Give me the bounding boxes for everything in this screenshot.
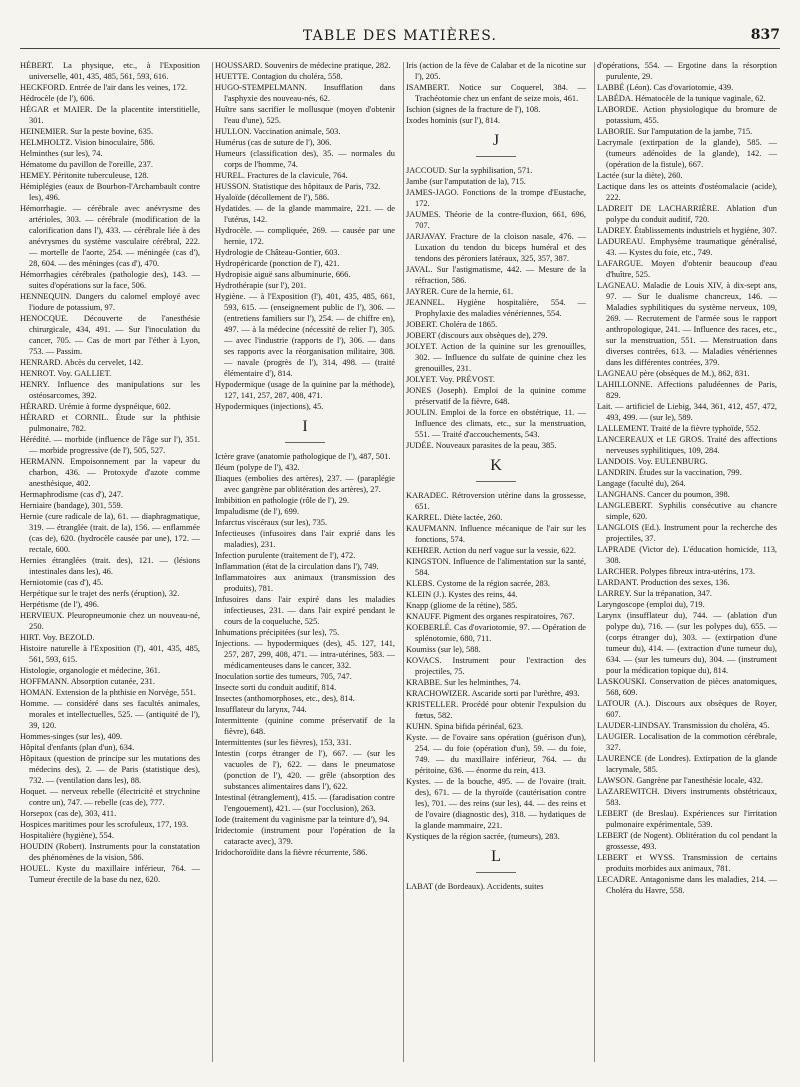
index-entry: HIRT. Voy. BEZOLD. [20, 633, 95, 642]
index-entry: KOVACS. Instrument pour l'extraction des projectiles, 75. [406, 656, 586, 676]
index-entry: JEANNEL. Hygiène hospitalière, 554. — Prophylaxie des maladies vénériennes, 554. [406, 298, 586, 318]
index-entry: Herpétique sur le trajet des nerfs (éruption), 32. [20, 589, 180, 598]
index-entry: LAHILLONNE. Affections paludéennes de Paris, 829. [597, 380, 777, 400]
index-entry: LANDOIS. Voy. EULENBURG. [597, 457, 708, 466]
index-entry: LANGHANS. Cancer du poumon, 398. [597, 490, 730, 499]
index-entry: d'opérations, 554. — Ergotine dans la résorption purulente, 29. [597, 61, 777, 81]
index-entry: Inflammation (état de la circulation dans l'), 749. [215, 562, 379, 571]
index-entry: HEMEY. Péritonite tuberculeuse, 128. [20, 171, 149, 180]
index-entry: JOBERT (discours aux obsèques de), 279. [406, 331, 548, 340]
index-entry: Ixodes hominis (sur l'), 814. [406, 116, 501, 125]
index-entry: JOLYET. Voy. PRÉVOST. [406, 375, 495, 384]
index-entry: LABAT (de Bordeaux). Accidents, suites [406, 882, 544, 891]
index-entry: Kyste. — de l'ovaire sans opération (guérison d'un), 254. — du foie (opération d'un), 59. — du foie, 749. — du maxillaire inférieur, 764. — du péritoine, 636. — énorme du rein, 413. [406, 733, 586, 775]
index-entry: LARREY. Sur la trépanation, 347. [597, 589, 712, 598]
index-entry: KNAUFF. Pigment des organes respiratoires, 767. [406, 612, 575, 621]
index-entry: ISAMBERT. Notice sur Coquerel, 384. — Trachéotomie chez un enfant de seize mois, 461. [406, 83, 586, 103]
index-entry: Huître sans sacrifier le mollusque (moyen d'obtenir l'eau d'une), 525. [215, 105, 395, 125]
index-entry: Herniaire (bandage), 301, 559. [20, 501, 123, 510]
index-entry: Lactique dans les os atteints d'ostéomalacie (acide), 222. [597, 182, 777, 202]
index-entry: Histoire naturelle à l'Exposition (l'), 401, 435, 485, 561, 593, 615. [20, 644, 200, 664]
index-entry: HÉRARD. Urémie à forme dyspnéique, 602. [20, 402, 171, 411]
index-entry: HERMANN. Empoisonnement par la vapeur du charbon, 436. — Protoxyde d'azote comme anesthésique, 402. [20, 457, 200, 488]
index-entry: Hémorrhagie. — cérébrale avec anévrysme des artérioles, 303. — cérébrale (modification de la calorification dans l'), 433. — cérébrale liée à des anévrysmes du système vasculaire cérébral, 222. — mortelle de l'aorte, 254. — méningée (cas d'), 28, 604. — des méninges (cas d'), 470. [20, 204, 200, 268]
index-entry: Hospices maritimes pour les scrofuleux, 177, 193. [20, 820, 189, 829]
index-entry: Ischion (signes de la fracture de l'), 108. [406, 105, 541, 114]
index-entry: HUREL. Fractures de la clavicule, 764. [215, 171, 348, 180]
index-entry: LAZAREWITCH. Divers instruments obstétricaux, 583. [597, 787, 777, 807]
index-entry: Histologie, organologie et médecine, 361. [20, 666, 161, 675]
page-number: 837 [750, 27, 780, 43]
index-entry: HEINEMIER. Sur la peste bovine, 635. [20, 127, 154, 136]
index-entry: Homme. — considéré dans ses facultés animales, morales et intellectuelles, 525. — (antiquité de l'), 39, 120. [20, 699, 200, 730]
section-rule [285, 442, 325, 443]
index-entry: JACCOUD. Sur la syphilisation, 571. [406, 166, 533, 175]
index-entry: Intermittentes (sur les fièvres), 153, 331. [215, 738, 352, 747]
index-entry: LAGNEAU. Maladie de Louis XIV, à dix-sept ans, 97. — Sur le dualisme chancreux, 146. — Maladies syphilitiques du système nerveux, 109, 269. — Recrutement de l'armée sous le rapport anthropologique, 241. — Influence des races, etc., sur la menstruation, 551. — Menstruation dans diverses contrées, 613. — Maladies vénériennes dans les différentes contrées, 379. [597, 281, 777, 367]
section-letter: I [302, 418, 308, 435]
index-entry: JOBERT. Choléra de 1865. [406, 320, 498, 329]
index-entry: LASKOUSKI. Conservation de pièces anatomiques, 568, 609. [597, 677, 777, 697]
index-entry: Kystes. — de la bouche, 495. — de l'ovaire (trait. des), 671. — de la thyroïde (cautérisation contre les), 701. — des reins (sur les), 44. — des reins et de l'ovaire (diagnostic des), 318. — hydatiques de la glande mammaire, 221. [406, 777, 586, 830]
index-entry: LEBERT (de Breslau). Expériences sur l'irritation pulmonaire expérimentale, 539. [597, 809, 777, 829]
index-entry: HULLON. Vaccination animale, 503. [215, 127, 341, 136]
index-entry: LABBÉ (Léon). Cas d'ovariotomie, 439. [597, 83, 734, 92]
index-entry: Hydropisie aiguë sans albuminurie, 666. [215, 270, 351, 279]
index-entry: Iridochoroïdite dans la fièvre récurrente, 586. [215, 848, 368, 857]
section-rule [476, 156, 516, 157]
index-entry: Hérédité. — morbide (influence de l'âge sur l'), 351. — morbide progressive (de l'), 505, 527. [20, 435, 200, 455]
index-entry: LABORIE. Sur l'amputation de la jambe, 715. [597, 127, 753, 136]
index-entry: LAUGIER. Localisation de la commotion cérébrale, 327. [597, 732, 777, 752]
page-title: TABLE DES MATIÈRES. [302, 28, 498, 44]
index-entry: HÉGAR et MAIER. De la placentite interstitielle, 301. [20, 105, 200, 125]
index-entry: LECADRE. Antagonisme dans les maladies, 214. — Choléra du Havre, 558. [597, 875, 777, 895]
index-entry: Infectieuses (infusoires dans l'air exprié dans les maladies), 231. [215, 529, 395, 549]
index-entry: JOLYET. Action de la quinine sur les grenouilles, 302. — Influence du sulfate de quinine chez les grenouilles, 231. [406, 342, 586, 373]
index-entry: KINGSTON. Influence de l'alimentation sur la santé, 584. [406, 557, 586, 577]
index-entry: Hôpitaux (question de principe sur les mutations des médecins des), 2. — de Paris (statistique des), 732. — (ventilation dans les), 88. [20, 754, 200, 785]
index-entry: JONES (Joseph). Emploi de la quinine comme préservatif de la fièvre, 648. [406, 386, 586, 406]
index-entry: Humérus (cas de suture de l'), 306. [215, 138, 332, 147]
index-entry: Intestinal (étranglement), 415. — (faradisation contre l'engouement), 421. — (sur l'occlusion), 263. [215, 793, 395, 813]
index-entry: Jambe (sur l'amputation de la), 715. [406, 177, 526, 186]
index-entry: Impaludisme (de l'), 699. [215, 507, 300, 516]
index-entry: JAVAL. Sur l'astigmatisme, 442. — Mesure de la réfraction, 586. [406, 265, 586, 285]
index-entry: HUSSON. Statistique des hôpitaux de Paris, 732. [215, 182, 381, 191]
index-entry: HENNEQUIN. Dangers du calomel employé avec l'iodure de potassium, 97. [20, 292, 200, 312]
index-entry: LALLEMENT. Traité de la fièvre typhoïde, 552. [597, 424, 761, 433]
index-column-3 [406, 60, 586, 1070]
index-entry: LEBERT et WYSS. Transmission de certains produits morbides aux animaux, 781. [597, 853, 777, 873]
index-entry: LAWSON. Gangrène par l'anesthésie locale, 432. [597, 776, 763, 785]
section-rule [476, 481, 516, 482]
page-header [20, 26, 780, 49]
index-entry: Knapp (gliome de la rétine), 585. [406, 601, 518, 610]
index-entry: Kystiques de la région sacrée, (tumeurs), 283. [406, 832, 560, 841]
index-entry: Hématome du pavillon de l'oreille, 237. [20, 160, 153, 169]
index-entry: HECKFORD. Entrée de l'air dans les veines, 172. [20, 83, 188, 92]
index-entry: Hydropéricarde (ponction de l'), 421. [215, 259, 340, 268]
index-entry: HELMHOLTZ. Vision binoculaire, 586. [20, 138, 155, 147]
index-entry: Hydrothérapie (sur l'), 201. [215, 281, 307, 290]
index-entry: Injections. — hypodermiques (des), 45. 127, 141, 257, 287, 299, 408, 471. — intra-utérines, 583. — médicamenteuses dans le cancer, 332. [215, 639, 395, 670]
section-rule [476, 872, 516, 873]
index-entry: HÉRARD et CORNIL. Étude sur la phthisie pulmonaire, 782. [20, 413, 200, 433]
index-column-1 [20, 60, 200, 1070]
index-entry: LAFARGUE. Moyen d'obtenir beaucoup d'eau d'huître, 525. [597, 259, 777, 279]
index-entry: Insecte sorti du conduit auditif, 814. [215, 683, 337, 692]
index-entry: LAURENCE (de Londres). Extirpation de la glande lacrymale, 585. [597, 754, 777, 774]
index-entry: Lacrymale (extirpation de la glande), 585. — (tumeurs adénoïdes de la glande), 142. — (opération de la fistule), 667. [597, 138, 777, 169]
index-entry: HERVIEUX. Pleuropneumonie chez un nouveau-né, 250. [20, 611, 200, 631]
index-entry: Hospitalière (hygiène), 554. [20, 831, 114, 840]
index-entry: Larynx (insufflateur du), 744. — (ablation d'un polype du), 716. — (sur les polypes du), 655. — (corps étranger du), 303. — (extirpation d'une tumeur du), 414. — (extraction d'une tumeur du), 634. — (sur les tumeurs du), 304. — (instrument pour la médication topique du), 814. [597, 611, 777, 675]
index-entry: KAUFMANN. Influence mécanique de l'air sur les fonctions, 574. [406, 524, 586, 544]
index-entry: Lactée (sur la diète), 260. [597, 171, 683, 180]
index-entry: Hypodermiques (injections), 45. [215, 402, 324, 411]
index-entry: Imbibition en pathologie (rôle de l'), 29. [215, 496, 350, 505]
index-entry: Insectes (anthomorphoses, etc., des), 814. [215, 694, 355, 703]
index-entry: KEHRER. Action du nerf vague sur la vessie, 622. [406, 546, 577, 555]
index-entry: JOULIN. Emploi de la force en obstétrique, 11. — Influence des climats, etc., sur la menstruation, 551. — Traité d'accouchements, 543. [406, 408, 586, 439]
index-entry: LARCHER. Polypes fibreux intra-utérins, 173. [597, 567, 755, 576]
index-entry: JAYRER. Cure de la hernie, 61. [406, 287, 514, 296]
index-entry: LABÉDA. Hématocèle de la tunique vaginale, 62. [597, 94, 766, 103]
index-entry: Hydrocèle. — compliquée, 269. — causée par une hernie, 172. [215, 226, 395, 246]
index-entry: LAUDER-LINDSAY. Transmission du choléra, 45. [597, 721, 770, 730]
index-entry: Hydrologie de Château-Gontier, 603. [215, 248, 340, 257]
index-entry: LANGLEBERT. Syphilis consécutive au chancre simple, 620. [597, 501, 777, 521]
index-entry: JAMES-JAGO. Fonctions de la trompe d'Eustache, 172. [406, 188, 586, 208]
index-entry: Hygiène. — à l'Exposition (l'), 401, 435, 485, 661, 593, 615. — (enseignement public de l'), 306. — (entretiens familiers sur l'), 254. — de chiffre en), 497. — à la médecine (nécessité de relier l'), 305. — avec l'industrie (rapports de l'), 306. — dans ses rapports avec la réorganisation militaire, 308. — navale (progrès de l'), 314, 498. — (traité élémentaire d'), 814. [215, 292, 395, 378]
index-entry: Hémorrhagies cérébrales (pathologie des), 143. — suites d'opérations sur la face, 506. [20, 270, 200, 290]
index-entry: HOUSSARD. Souvenirs de médecine pratique, 282. [215, 61, 391, 70]
index-entry: LATOUR (A.). Discours aux obsèques de Royer, 607. [597, 699, 777, 719]
section-letter: L [491, 848, 501, 865]
index-entry: HUGO-STEMPELMANN. Insufflation dans l'asphyxie des nouveau-nés, 62. [215, 83, 395, 103]
index-entry: Hédrocèle (de l'), 606. [20, 94, 95, 103]
index-entry: Herpétisme (de l'), 496. [20, 600, 99, 609]
index-entry: LANGLOIS (Ed.). Instrument pour la recherche des projectiles, 37. [597, 523, 777, 543]
index-entry: HENOCQUE. Découverte de l'anesthésie chirurgicale, 434, 491. — Sur l'inoculation du cancer, 705. — Cas de mort par l'éther à Lyon, 753. — Passim. [20, 314, 200, 356]
index-entry: LABORDE. Action physiologique du bromure de potassium, 455. [597, 105, 777, 125]
section-letter: K [490, 457, 502, 474]
index-entry: LAPRADE (Victor de). L'éducation homicide, 113, 308. [597, 545, 777, 565]
index-entry: Iris (action de la fève de Calabar et de la nicotine sur l'), 205. [406, 61, 586, 81]
index-entry: Intermittente (quinine comme préservatif de la fièvre), 648. [215, 716, 395, 736]
index-entry: LARDANT. Production des sexes, 136. [597, 578, 730, 587]
index-entry: LEBERT (de Nogent). Oblitération du col pendant la grossesse, 493. [597, 831, 777, 851]
section-letter: J [492, 132, 500, 149]
index-entry: KRABBE. Sur les helminthes, 74. [406, 678, 521, 687]
index-entry: Hypodermique (usage de la quinine par la méthode), 127, 141, 257, 287, 408, 471. [215, 380, 395, 400]
index-entry: Hommes-singes (sur les), 409. [20, 732, 123, 741]
index-entry: HOUDIN (Robert). Instruments pour la constatation des phénomènes de la vision, 586. [20, 842, 200, 862]
index-entry: Koumiss (sur le), 588. [406, 645, 481, 654]
index-entry: Hémiplégies (eaux de Bourbon-l'Archambault contre les), 496. [20, 182, 200, 202]
index-entry: Iléum (polype de l'), 432. [215, 463, 300, 472]
index-entry: KRISTELLER. Procédé pour obtenir l'expulsion du fœtus, 582. [406, 700, 586, 720]
index-entry: JAUMES. Théorie de la contre-fluxion, 661, 696, 707. [406, 210, 586, 230]
index-entry: HENROT. Voy. GALLIET. [20, 369, 112, 378]
index-entry: Helminthes (sur les), 74. [20, 149, 103, 158]
index-entry: Hermaphrodisme (cas d'), 247. [20, 490, 124, 499]
index-entry: Hydatides. — de la glande mammaire, 221. — de l'utérus, 142. [215, 204, 395, 224]
index-entry: HOMAN. Extension de la phthisie en Norvège, 551. [20, 688, 196, 697]
index-entry: JUDÉE. Nouveaux parasites de la peau, 385. [406, 441, 557, 450]
index-entry: HÉBERT. La physique, etc., à l'Exposition universelle, 401, 435, 485, 561, 593, 616. [20, 61, 200, 81]
index-entry: HENRARD. Abcès du cervelet, 142. [20, 358, 144, 367]
index-entry: Inoculation sortie des tumeurs, 705, 747. [215, 672, 352, 681]
index-entry: Iliaques (embolies des artères), 237. — (paraplégie avec gangrène par oblitération des artères), 27. [215, 474, 395, 494]
index-entry: HUETTE. Contagion du choléra, 558. [215, 72, 343, 81]
index-column-2 [215, 60, 395, 1070]
index-entry: Intestin (corps étranger de l'), 667. — (sur les vacuoles de l'), 622. — dans le pneumatose (ponction de l'), 420. — grêle (absorption des substances alimentaires dans l'), 622. [215, 749, 395, 791]
index-entry: LAGNEAU père (obsèques de M.), 862, 831. [597, 369, 750, 378]
index-entry: KRACHOWIZER. Ascaride sorti par l'urèthre, 493. [406, 689, 580, 698]
index-entry: LADUREAU. Emphysème traumatique généralisé, 43. — Kystes du foie, etc., 749. [597, 237, 777, 257]
index-entry: Lait. — artificiel de Liebig, 344, 361, 412, 457, 472, 493, 499. — (sur le), 589. [597, 402, 777, 422]
index-entry: Infarctus viscéraux (sur les), 735. [215, 518, 328, 527]
index-entry: Inhumations précipitées (sur les), 75. [215, 628, 340, 637]
index-entry: Iode (traitement du vaginisme par la teinture d'), 94. [215, 815, 390, 824]
index-entry: Hernies étranglées (trait. des), 121. — (lésions intestinales dans les), 46. [20, 556, 200, 576]
index-entry: Inflammatoires aux animaux (transmission des produits), 781. [215, 573, 395, 593]
index-column-4 [597, 60, 777, 1070]
index-entry: Humeurs (classification des), 35. — normales du corps de l'homme, 74. [215, 149, 395, 169]
index-entry: KARREL. Diète lactée, 260. [406, 513, 503, 522]
index-entry: Iridectomie (instrument pour l'opération de la cataracte avec), 379. [215, 826, 395, 846]
index-entry: Infection purulente (traitement de l'), 472. [215, 551, 356, 560]
index-entry: KUHN. Spina bifida périnéal, 623. [406, 722, 523, 731]
index-entry: Herniotomie (cas d'), 45. [20, 578, 104, 587]
index-entry: Langage (faculté du), 264. [597, 479, 686, 488]
index-entry: Horsepox (cas de), 303, 411. [20, 809, 117, 818]
index-entry: KLEIN (J.). Kystes des reins, 44. [406, 590, 518, 599]
index-entry: KLEBS. Cystome de la région sacrée, 283. [406, 579, 550, 588]
index-entry: Insufflateur du larynx, 744. [215, 705, 307, 714]
index-entry: HOUEL. Kyste du maxillaire inférieur, 764. — Tumeur érectile de la base du nez, 620. [20, 864, 200, 884]
index-entry: LANCEREAUX et LE GROS. Traité des affections nerveuses syphilitiques, 109, 284. [597, 435, 777, 455]
index-entry: HENRY. Influence des manipulations sur les ostéosarcomes, 392. [20, 380, 200, 400]
index-columns [20, 60, 780, 1070]
index-entry: KARADEC. Rétroversion utérine dans la grossesse, 651. [406, 491, 586, 511]
index-entry: LADREIT DE LACHARRIÈRE. Ablation d'un polype du conduit auditif, 720. [597, 204, 777, 224]
index-entry: HOFFMANN. Absorption cutanée, 231. [20, 677, 155, 686]
index-entry: Ictère grave (anatomie pathologique de l'), 487, 501. [215, 452, 391, 461]
index-entry: KOEBERLÉ. Cas d'ovariotomie, 97. — Opération de splénotomie, 680, 711. [406, 623, 586, 643]
index-entry: LANDRIN. Études sur la vaccination, 799. [597, 468, 742, 477]
index-entry: Hoquet. — nerveux rebelle (électricité et strychnine contre un), 747. — rebelle (cas de), 777. [20, 787, 200, 807]
index-entry: Laryngoscope (emploi du), 719. [597, 600, 705, 609]
index-entry: Hyaloïde (décollement de l'), 586. [215, 193, 330, 202]
index-entry: Hôpital d'enfants (plan d'un), 634. [20, 743, 135, 752]
index-entry: JARJAVAY. Fracture de la cloison nasale, 476. — Luxation du tendon du biceps huméral et des tendons des péroniers latéraux, 325, 357, 387. [406, 232, 586, 263]
index-entry: Hernie (cure radicale de la), 61. — diaphragmatique, 319. — étranglée (trait. de la), 156. — enflammée (cas de), 620. (hydrocèle causée par une), 172. — rectale, 600. [20, 512, 200, 554]
index-entry: LADREY. Établissements industriels et hygiène, 307. [597, 226, 777, 235]
index-entry: Infusoires dans l'air expiré dans les maladies infectieuses, 231. — dans l'air expiré pendant le cours de la coqueluche, 525. [215, 595, 395, 626]
